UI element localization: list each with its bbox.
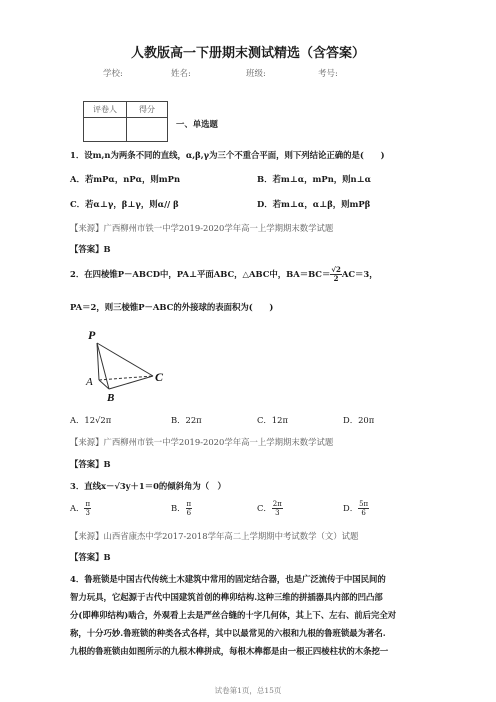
class-label: 班级:	[246, 69, 266, 79]
tetrahedron-figure	[83, 323, 173, 403]
q2-option-a: A．12√2π	[70, 415, 112, 425]
score-cell[interactable]	[127, 118, 168, 142]
q3-c-den: 3	[275, 509, 280, 517]
page-footer: 试卷第1页，总15页	[214, 686, 282, 695]
label-b: B	[107, 392, 115, 403]
q2-fraction	[330, 266, 341, 283]
q3-option-a	[70, 500, 91, 517]
q2-stem-line1	[70, 266, 378, 283]
q3-c-letter: C．	[257, 503, 272, 513]
q2-source: 【来源】广西柳州市铁一中学2019-2020学年高一上学期期末数学试题	[70, 437, 334, 447]
q4-line4: 称，十分巧妙.鲁班锁的种类各式各样，其中以最常见的六根和九根的鲁班锁最为著名.	[70, 628, 386, 638]
q3-d-letter: D．	[343, 503, 359, 513]
q3-a-den: 3	[85, 509, 90, 517]
q3-b-frac	[186, 500, 193, 517]
q1-option-a: A．若mPα，nPα，则mPn	[70, 174, 181, 184]
score-table	[83, 101, 168, 142]
q3-d-den: 6	[361, 509, 366, 517]
q1-option-c: C．若α⊥γ，β⊥γ，则α// β	[70, 199, 179, 209]
page-title: 人教版高一下册期末测试精选（含答案）	[130, 46, 365, 61]
q2-option-d: D．20π	[343, 415, 375, 425]
q3-stem: 3．直线x－√3y＋1＝0的倾斜角为（ ）	[70, 481, 226, 491]
q3-c-num: 2π	[272, 500, 282, 508]
q2-option-c: C．12π	[257, 415, 288, 425]
q3-c-frac	[272, 500, 283, 517]
q4-line1: 4．鲁班锁是中国古代传统土木建筑中常用的固定结合器，也是广泛流传于中国民间的	[70, 574, 386, 584]
edge-pb	[97, 343, 109, 389]
q3-a-frac	[84, 500, 91, 517]
q2-frac-num: √2	[331, 265, 341, 274]
q3-b-num: π	[186, 500, 192, 508]
name-label: 姓名:	[171, 69, 191, 79]
q2-frac-den: 2	[333, 274, 339, 283]
q3-source: 【来源】山西省康杰中学2017-2018学年高二上学期期中考试数学（文）试题	[70, 531, 359, 541]
q4-line5: 九根的鲁班锁由如图所示的九根木榫拼成，每根木榫都是由一根正四棱柱状的木条挖一	[70, 646, 389, 656]
q3-a-num: π	[85, 500, 91, 508]
q1-stem: 1．设m,n为两条不同的直线，α,β,γ为三个不重合平面，则下列结论正确的是( )	[70, 150, 385, 160]
q3-a-letter: A．	[70, 503, 85, 513]
q1-answer: 【答案】B	[70, 244, 111, 254]
q3-option-d	[343, 500, 369, 517]
q2-option-b: B．22π	[171, 415, 202, 425]
label-a: A	[86, 376, 93, 388]
q1-option-b: B．若m⊥α，mPn，则n⊥α	[257, 174, 372, 184]
q3-b-letter: B．	[171, 503, 186, 513]
q1-option-d: D．若m⊥α，α⊥β，则mPβ	[257, 199, 371, 209]
label-p: P	[88, 328, 96, 342]
q3-b-den: 6	[186, 509, 192, 517]
section-heading: 一、单选题	[176, 119, 218, 129]
q4-line2: 智力玩具，它起源于古代中国建筑首创的榫卯结构.这种三维的拼插器具内部的凹凸部	[70, 592, 383, 602]
q2-answer: 【答案】B	[70, 459, 111, 469]
q2-stem-part-b: AC＝3，	[341, 269, 378, 279]
school-label: 学校:	[103, 69, 123, 79]
q3-answer: 【答案】B	[70, 552, 111, 562]
number-label: 考号:	[318, 69, 338, 79]
q2-stem-part-a: 2．在四棱锥P－ABCD中，PA⊥平面ABC，△ABC中，BA＝BC＝	[70, 269, 331, 279]
grader-header: 评卷人	[84, 102, 127, 118]
q4-line3: 分(即榫卯结构)啮合，外观看上去是严丝合缝的十字几何体，其上下、左右、前后完全对	[70, 610, 397, 620]
q3-d-frac	[358, 500, 369, 517]
q3-d-num: 5π	[359, 500, 369, 508]
edge-pc	[97, 343, 153, 376]
grader-cell[interactable]	[84, 118, 127, 142]
score-header: 得分	[127, 102, 168, 118]
q1-source: 【来源】广西柳州市铁一中学2019-2020学年高一上学期期末数学试题	[70, 223, 334, 233]
q2-stem-line2: PA＝2，则三棱锥P－ABC的外接球的表面积为( )	[70, 302, 274, 312]
q3-option-b	[171, 500, 192, 517]
label-c: C	[155, 370, 164, 384]
q3-option-c	[257, 500, 283, 517]
